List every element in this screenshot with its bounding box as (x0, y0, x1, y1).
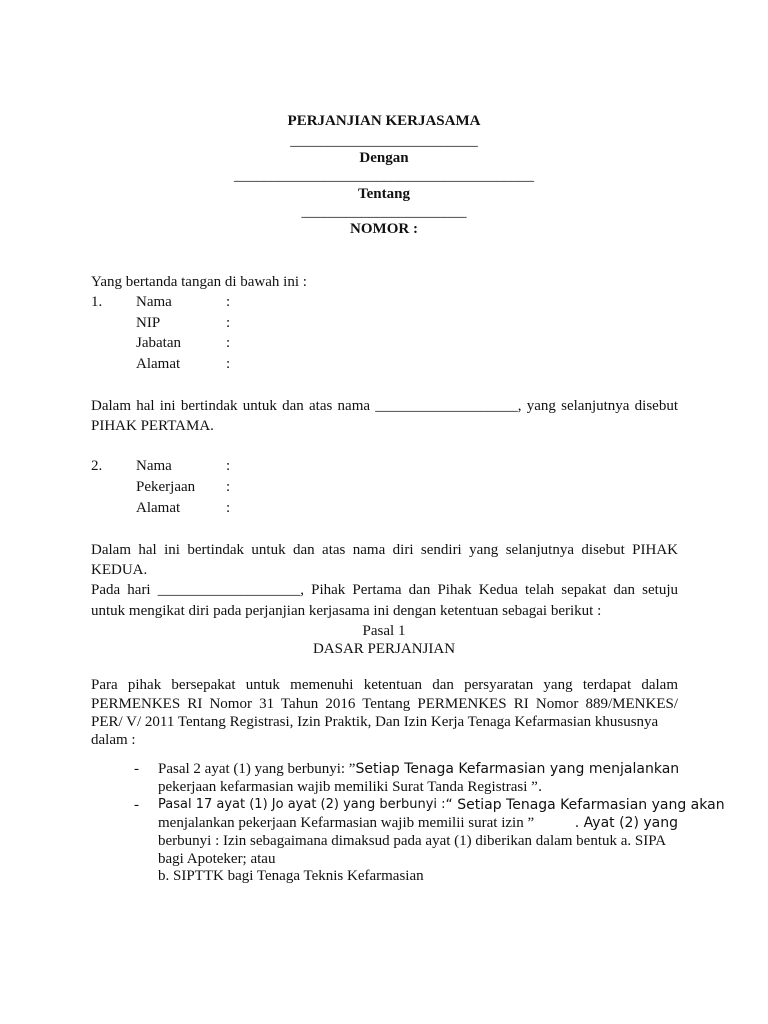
party1-field-label: Alamat (136, 356, 181, 372)
bullet-quote: Setiap Tenaga Kefarmasian yang menjalankan (355, 761, 680, 777)
document-title: PERJANJIAN KERJASAMA (287, 113, 481, 129)
pasal-paragraph-line: dalam : (91, 732, 136, 748)
title-blank-line: _________________________ (290, 133, 478, 149)
agreement-line: Pada hari ___________________, Pihak Pertama dan Pihak Kedua telah sepakat dan setuju (91, 582, 678, 598)
pasal-paragraph-line: Para pihak bersepakat untuk memenuhi ketentuan dan persyaratan yang terdapat dalam (91, 677, 678, 693)
pasal-paragraph-line: PERMENKES RI Nomor 31 Tahun 2016 Tentang PERMENKES RI Nomor 889/MENKES/ (91, 696, 678, 712)
party1-field-colon: : (226, 315, 231, 331)
bullet-line: bagi Apoteker; atau (158, 851, 276, 867)
party2-field-colon: : (226, 500, 231, 516)
pasal-paragraph-line: PER/ V/ 2011 Tentang Registrasi, Izin Praktik, Dan Izin Kerja Tenaga Kefarmasian khususnya (91, 714, 659, 730)
bullet-lead: Pasal 17 ayat (1) Jo ayat (2) yang berbunyi : (158, 797, 446, 812)
agreement-line: untuk mengikat diri pada perjanjian kerjasama ini dengan ketentuan sebagai berikut : (91, 603, 602, 619)
bullet-line (158, 777, 542, 797)
bullet-text: . (537, 779, 543, 795)
party2-field-label: Nama (136, 458, 172, 474)
bullet-quote: “ Setiap Tenaga Kefarmasian yang akan (445, 797, 725, 813)
party2-statement: Dalam hal ini bertindak untuk dan atas nama diri sendiri yang selanjutnya disebut PIHAK (91, 542, 678, 558)
party1-field-colon: : (226, 294, 231, 310)
intro-text: Yang bertanda tangan di bawah ini : (91, 274, 307, 290)
party2-designation: KEDUA. (91, 562, 148, 578)
bullet-dash: - (134, 761, 139, 777)
bullet-line (158, 795, 725, 815)
party1-field-label: NIP (136, 315, 161, 331)
tentang-heading: Tentang (358, 186, 410, 202)
nomor-heading: NOMOR : (350, 221, 418, 237)
party1-field-label: Nama (136, 294, 172, 310)
party1-statement: Dalam hal ini bertindak untuk dan atas nama ___________________, yang selanjutnya disebut (91, 398, 678, 414)
bullet-line (158, 759, 678, 779)
bullet-dash: - (134, 797, 139, 813)
party1-designation: PIHAK PERTAMA. (91, 418, 214, 434)
dengan-blank-line: ________________________________________ (234, 168, 534, 184)
bullet-text: . Ayat (2) yang (574, 815, 678, 831)
bullet-line (158, 813, 678, 833)
party2-field-colon: : (226, 458, 231, 474)
party2-field-label: Pekerjaan (136, 479, 196, 495)
bullet-line: b. SIPTTK bagi Tenaga Teknis Kefarmasian (158, 868, 424, 884)
pasal-subtitle: DASAR PERJANJIAN (312, 641, 456, 657)
dengan-heading: Dengan (359, 150, 409, 166)
party2-field-label: Alamat (136, 500, 181, 516)
bullet-text: pekerjaan kefarmasian wajib memiliki Surat Tanda Registrasi ” (158, 779, 538, 795)
party2-number: 2. (91, 458, 103, 474)
bullet-lead: Pasal 2 ayat (1) yang berbunyi: ” (158, 761, 356, 777)
party1-field-colon: : (226, 335, 231, 351)
tentang-blank-line: ______________________ (301, 204, 467, 220)
bullet-line: berbunyi : Izin sebagaimana dimaksud pada ayat (1) diberikan dalam bentuk a. SIPA (158, 833, 667, 849)
party1-number: 1. (91, 294, 103, 310)
party1-field-label: Jabatan (136, 335, 181, 351)
bullet-text: menjalankan pekerjaan Kefarmasian wajib memilii surat izin ” (158, 815, 535, 831)
pasal-title: Pasal 1 (362, 623, 406, 639)
party2-field-colon: : (226, 479, 231, 495)
party1-field-colon: : (226, 356, 231, 372)
